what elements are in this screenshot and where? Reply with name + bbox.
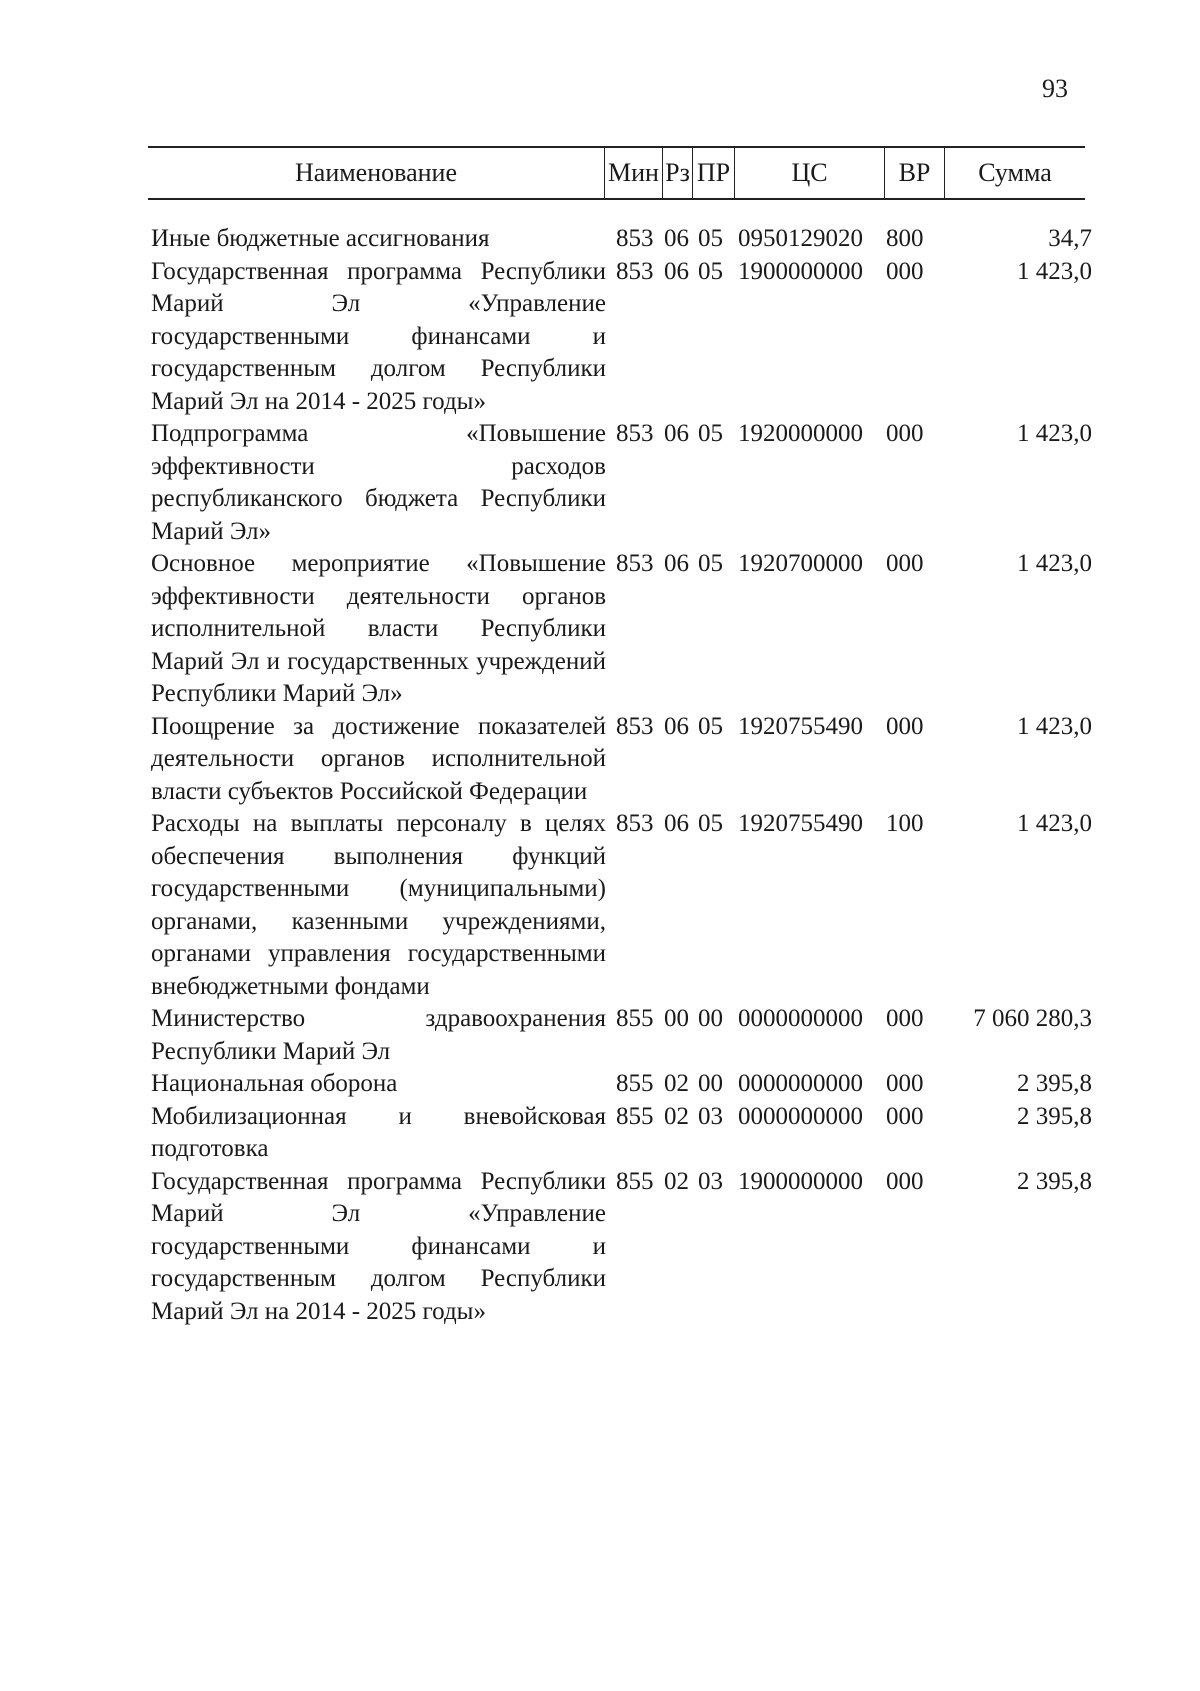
row-cs: 0000000000 bbox=[738, 1005, 863, 1032]
row-codes bbox=[606, 256, 1092, 289]
row-cs: 1920755490 bbox=[738, 712, 863, 740]
table-row bbox=[151, 1166, 1096, 1329]
row-rz: 06 bbox=[664, 225, 689, 252]
row-name: Государственная программа Республики Марий Эл «Управление государственными финансами и государственным долгом Республики Марий Эл на 2014 - 2025 годы» bbox=[151, 257, 606, 415]
row-vr: 000 bbox=[886, 1167, 924, 1195]
row-cs: 1920700000 bbox=[738, 550, 863, 577]
row-rz: 02 bbox=[664, 1070, 689, 1097]
row-codes bbox=[606, 1101, 1092, 1134]
row-sum: 2 395,8 bbox=[1017, 1070, 1092, 1097]
row-pr: 05 bbox=[698, 257, 723, 285]
row-rz: 02 bbox=[664, 1167, 689, 1195]
row-rz: 00 bbox=[664, 1005, 689, 1032]
row-pr: 05 bbox=[698, 810, 723, 837]
table-row bbox=[151, 548, 1096, 711]
row-codes bbox=[606, 808, 1092, 841]
row-pr: 05 bbox=[698, 420, 723, 447]
header-rz: Рз bbox=[662, 148, 692, 198]
row-name: Государственная программа Республики Марий Эл «Управление государственными финансами и государственным долгом Республики Марий Эл на 2014 - 2025 годы» bbox=[151, 1167, 606, 1325]
header-min: Мин bbox=[604, 148, 662, 198]
row-sum: 2 395,8 bbox=[1017, 1102, 1092, 1130]
row-name: Министерство здравоохранения Республики Марий Эл bbox=[151, 1005, 606, 1065]
row-min: 853 bbox=[616, 225, 654, 252]
header-name: Наименование bbox=[295, 158, 457, 187]
row-pr: 03 bbox=[698, 1167, 723, 1195]
row-vr: 000 bbox=[886, 550, 924, 577]
row-pr: 05 bbox=[698, 225, 723, 252]
table-row bbox=[151, 1003, 1096, 1068]
row-vr: 000 bbox=[886, 1070, 924, 1097]
row-pr: 05 bbox=[698, 550, 723, 577]
row-sum: 7 060 280,3 bbox=[973, 1005, 1092, 1032]
row-name: Подпрограмма «Повышение эффективности расходов республиканского бюджета Республики Марий Эл» bbox=[151, 420, 606, 545]
row-rz: 06 bbox=[664, 712, 689, 740]
row-pr: 00 bbox=[698, 1070, 723, 1097]
row-min: 853 bbox=[616, 712, 654, 740]
row-min: 855 bbox=[616, 1005, 654, 1032]
row-sum: 1 423,0 bbox=[1017, 257, 1092, 285]
row-vr: 000 bbox=[886, 420, 924, 447]
row-name: Иные бюджетные ассигнования bbox=[151, 225, 490, 252]
row-codes bbox=[606, 548, 1092, 581]
row-cs: 0000000000 bbox=[738, 1070, 863, 1097]
row-codes bbox=[606, 1003, 1092, 1036]
row-codes bbox=[606, 418, 1092, 451]
row-codes bbox=[606, 1166, 1092, 1199]
row-sum: 1 423,0 bbox=[1017, 550, 1092, 577]
row-pr: 00 bbox=[698, 1005, 723, 1032]
row-rz: 06 bbox=[664, 420, 689, 447]
row-rz: 02 bbox=[664, 1102, 689, 1130]
row-codes bbox=[606, 1068, 1092, 1101]
row-name: Национальная оборона bbox=[151, 1070, 398, 1097]
row-rz: 06 bbox=[664, 810, 689, 837]
row-min: 853 bbox=[616, 810, 654, 837]
table-row bbox=[151, 808, 1096, 1003]
header-sum: Сумма bbox=[944, 148, 1085, 198]
table-row bbox=[151, 1101, 1096, 1166]
row-vr: 000 bbox=[886, 1102, 924, 1130]
row-name: Расходы на выплаты персоналу в целях обеспечения выполнения функций государственными (муниципальными) органами, казенными учреждениями, органами управления государственными внебюджетными фондами bbox=[151, 810, 606, 1000]
row-min: 853 bbox=[616, 420, 654, 447]
row-min: 855 bbox=[616, 1070, 654, 1097]
row-pr: 05 bbox=[698, 712, 723, 740]
row-cs: 1920000000 bbox=[738, 420, 863, 447]
row-name: Поощрение за достижение показателей деятельности органов исполнительной власти субъектов Российской Федерации bbox=[151, 712, 606, 805]
row-cs: 0000000000 bbox=[738, 1102, 863, 1130]
table-body bbox=[151, 223, 1096, 1328]
row-sum: 1 423,0 bbox=[1017, 712, 1092, 740]
row-vr: 000 bbox=[886, 257, 924, 285]
row-sum: 34,7 bbox=[1048, 225, 1092, 252]
row-pr: 03 bbox=[698, 1102, 723, 1130]
row-codes bbox=[606, 223, 1092, 256]
table-row bbox=[151, 223, 1096, 256]
table-row bbox=[151, 711, 1096, 809]
row-cs: 1920755490 bbox=[738, 810, 863, 837]
header-vr: ВР bbox=[884, 148, 944, 198]
row-vr: 000 bbox=[886, 712, 924, 740]
row-sum: 1 423,0 bbox=[1017, 420, 1092, 447]
row-vr: 100 bbox=[886, 810, 924, 837]
table-row bbox=[151, 1068, 1096, 1101]
header-pr: ПР bbox=[692, 148, 734, 198]
header-cs: ЦС bbox=[734, 148, 884, 198]
page-number: 93 bbox=[1042, 74, 1068, 103]
row-cs: 1900000000 bbox=[738, 1167, 863, 1195]
row-vr: 800 bbox=[886, 225, 924, 252]
row-min: 855 bbox=[616, 1167, 654, 1195]
row-min: 855 bbox=[616, 1102, 654, 1130]
row-rz: 06 bbox=[664, 257, 689, 285]
row-name: Основное мероприятие «Повышение эффективности деятельности органов исполнительной власти Республики Марий Эл и государственных учреждений Республики Марий Эл» bbox=[151, 550, 606, 707]
row-min: 853 bbox=[616, 257, 654, 285]
row-cs: 1900000000 bbox=[738, 257, 863, 285]
row-rz: 06 bbox=[664, 550, 689, 577]
row-min: 853 bbox=[616, 550, 654, 577]
row-sum: 2 395,8 bbox=[1017, 1167, 1092, 1195]
row-codes bbox=[606, 711, 1092, 744]
table-row bbox=[151, 256, 1096, 419]
row-vr: 000 bbox=[886, 1005, 924, 1032]
row-name: Мобилизационная и вневойсковая подготовка bbox=[151, 1102, 606, 1162]
table-row bbox=[151, 418, 1096, 548]
row-cs: 0950129020 bbox=[738, 225, 863, 252]
row-sum: 1 423,0 bbox=[1017, 810, 1092, 837]
table-header bbox=[148, 146, 1085, 200]
